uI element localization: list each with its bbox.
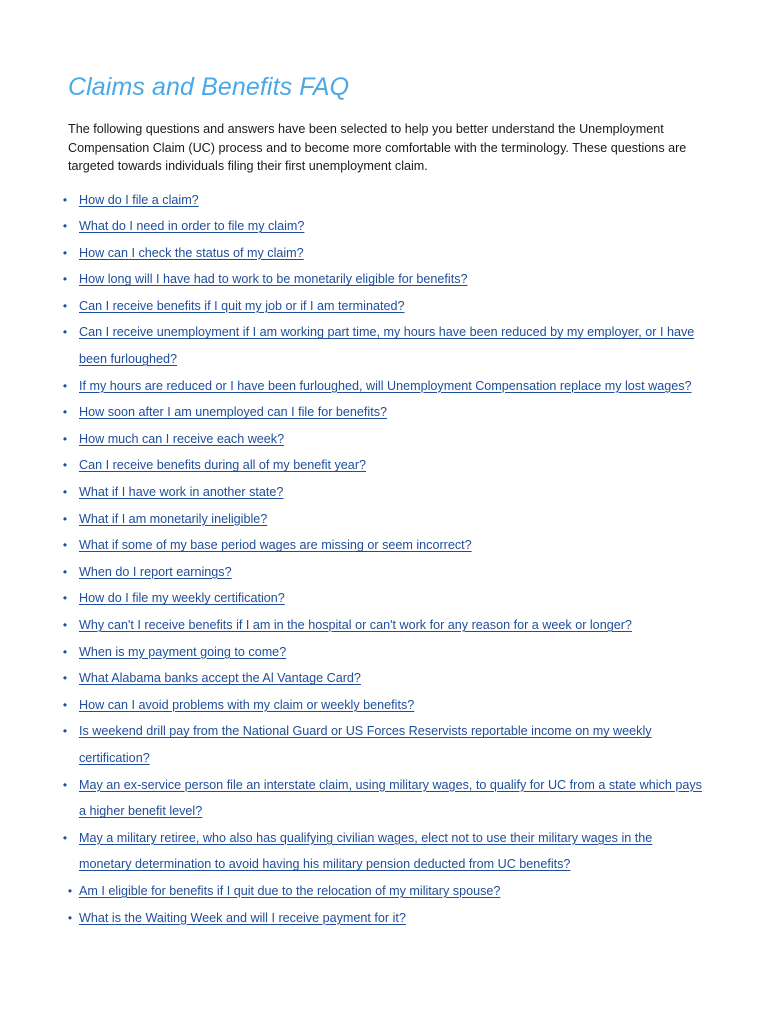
faq-list-item	[62, 479, 708, 506]
faq-question-link[interactable]: How can I avoid problems with my claim or weekly benefits?	[79, 697, 415, 712]
faq-question-link[interactable]: How soon after I am unemployed can I file for benefits?	[79, 405, 388, 420]
faq-list-item	[62, 373, 708, 400]
faq-question-link[interactable]: When is my payment going to come?	[79, 644, 287, 659]
bullet-icon: •	[62, 671, 68, 686]
bullet-icon: •	[62, 458, 68, 473]
faq-question-link[interactable]: Can I receive benefits during all of my benefit year?	[79, 458, 367, 473]
faq-question-link[interactable]: May an ex-service person file an interstate claim, using military wages, to qualify for UC from a state which pays a higher benefit level?	[79, 777, 702, 819]
faq-question-link[interactable]: Am I eligible for benefits if I quit due to the relocation of my military spouse?	[79, 883, 501, 898]
page-title: Claims and Benefits FAQ	[68, 73, 350, 101]
bullet-icon: •	[62, 245, 68, 260]
bullet-icon: •	[62, 272, 68, 287]
faq-question-link[interactable]: How much can I receive each week?	[79, 431, 285, 446]
faq-list-item	[62, 266, 708, 293]
faq-question-link[interactable]: What if I have work in another state?	[79, 485, 284, 500]
faq-list-item	[62, 559, 708, 586]
faq-list-item	[62, 585, 708, 612]
bullet-icon: •	[62, 591, 68, 606]
faq-question-list	[62, 187, 708, 932]
faq-list-item	[62, 240, 708, 267]
bullet-icon: •	[62, 192, 68, 207]
faq-list-item	[62, 825, 708, 878]
faq-question-link[interactable]: How long will I have had to work to be monetarily eligible for benefits?	[79, 272, 468, 287]
faq-question-link[interactable]: May a military retiree, who also has qualifying civilian wages, elect not to use their military wages in the monetary determination to avoid having his military pension deducted from UC benefits?	[79, 830, 653, 872]
faq-list-item	[62, 293, 708, 320]
faq-list-item	[62, 772, 708, 825]
faq-list-item	[62, 506, 708, 533]
bullet-icon: •	[62, 219, 68, 234]
faq-question-link[interactable]: Why can't I receive benefits if I am in the hospital or can't work for any reason for a week or longer?	[79, 618, 632, 632]
faq-list-item	[62, 692, 708, 719]
bullet-icon: •	[62, 325, 68, 340]
faq-list-item	[62, 612, 708, 639]
faq-list-item	[68, 878, 708, 905]
faq-question-link[interactable]: Is weekend drill pay from the National Guard or US Forces Reservists reportable income on my weekly certification?	[79, 724, 652, 765]
faq-question-link[interactable]: Can I receive unemployment if I am working part time, my hours have been reduced by my employer, or I have been furloughed?	[79, 325, 695, 367]
bullet-icon: •	[62, 378, 68, 393]
faq-list-item	[62, 187, 708, 214]
bullet-icon: •	[62, 511, 68, 526]
bullet-icon: •	[62, 485, 68, 500]
faq-question-link[interactable]: What if I am monetarily ineligible?	[79, 511, 268, 526]
faq-list-item	[68, 905, 708, 932]
faq-question-link[interactable]: How can I check the status of my claim?	[79, 245, 304, 260]
intro-paragraph: The following questions and answers have been selected to help you better understand the Unemployment Compensation Claim (UC) process and to become more comfortable with the terminology. These questions are targeted towards individuals filing their first unemployment claim.	[68, 122, 687, 173]
faq-list-item	[62, 532, 708, 559]
bullet-icon: •	[62, 697, 68, 712]
bullet-icon: •	[62, 618, 68, 632]
bullet-icon: •	[67, 910, 73, 925]
bullet-icon: •	[62, 431, 68, 446]
faq-question-link[interactable]: How do I file my weekly certification?	[79, 591, 285, 606]
bullet-icon: •	[62, 777, 68, 792]
faq-question-link[interactable]: How do I file a claim?	[79, 192, 199, 207]
faq-question-link[interactable]: If my hours are reduced or I have been furloughed, will Unemployment Compensation replace my lost wages?	[79, 378, 692, 393]
faq-list-item	[62, 319, 708, 372]
faq-question-link[interactable]: Can I receive benefits if I quit my job or if I am terminated?	[79, 298, 405, 313]
bullet-icon: •	[62, 644, 68, 659]
faq-list-item	[62, 399, 708, 426]
bullet-icon: •	[62, 724, 68, 739]
faq-list-item	[62, 213, 708, 240]
faq-question-link[interactable]: What do I need in order to file my claim?	[79, 219, 305, 234]
faq-question-link[interactable]: What is the Waiting Week and will I receive payment for it?	[79, 910, 406, 925]
faq-list-item	[62, 665, 708, 692]
faq-list-item	[62, 639, 708, 666]
bullet-icon: •	[62, 538, 68, 553]
faq-list-item	[62, 426, 708, 453]
faq-question-link[interactable]: What if some of my base period wages are missing or seem incorrect?	[79, 538, 472, 553]
faq-question-link[interactable]: When do I report earnings?	[79, 564, 232, 579]
bullet-icon: •	[62, 405, 68, 420]
bullet-icon: •	[62, 830, 68, 845]
bullet-icon: •	[62, 298, 68, 313]
faq-list-item	[62, 452, 708, 479]
bullet-icon: •	[67, 883, 73, 898]
bullet-icon: •	[62, 564, 68, 579]
faq-list-item	[62, 718, 708, 771]
faq-question-link[interactable]: What Alabama banks accept the Al Vantage Card?	[79, 671, 361, 686]
